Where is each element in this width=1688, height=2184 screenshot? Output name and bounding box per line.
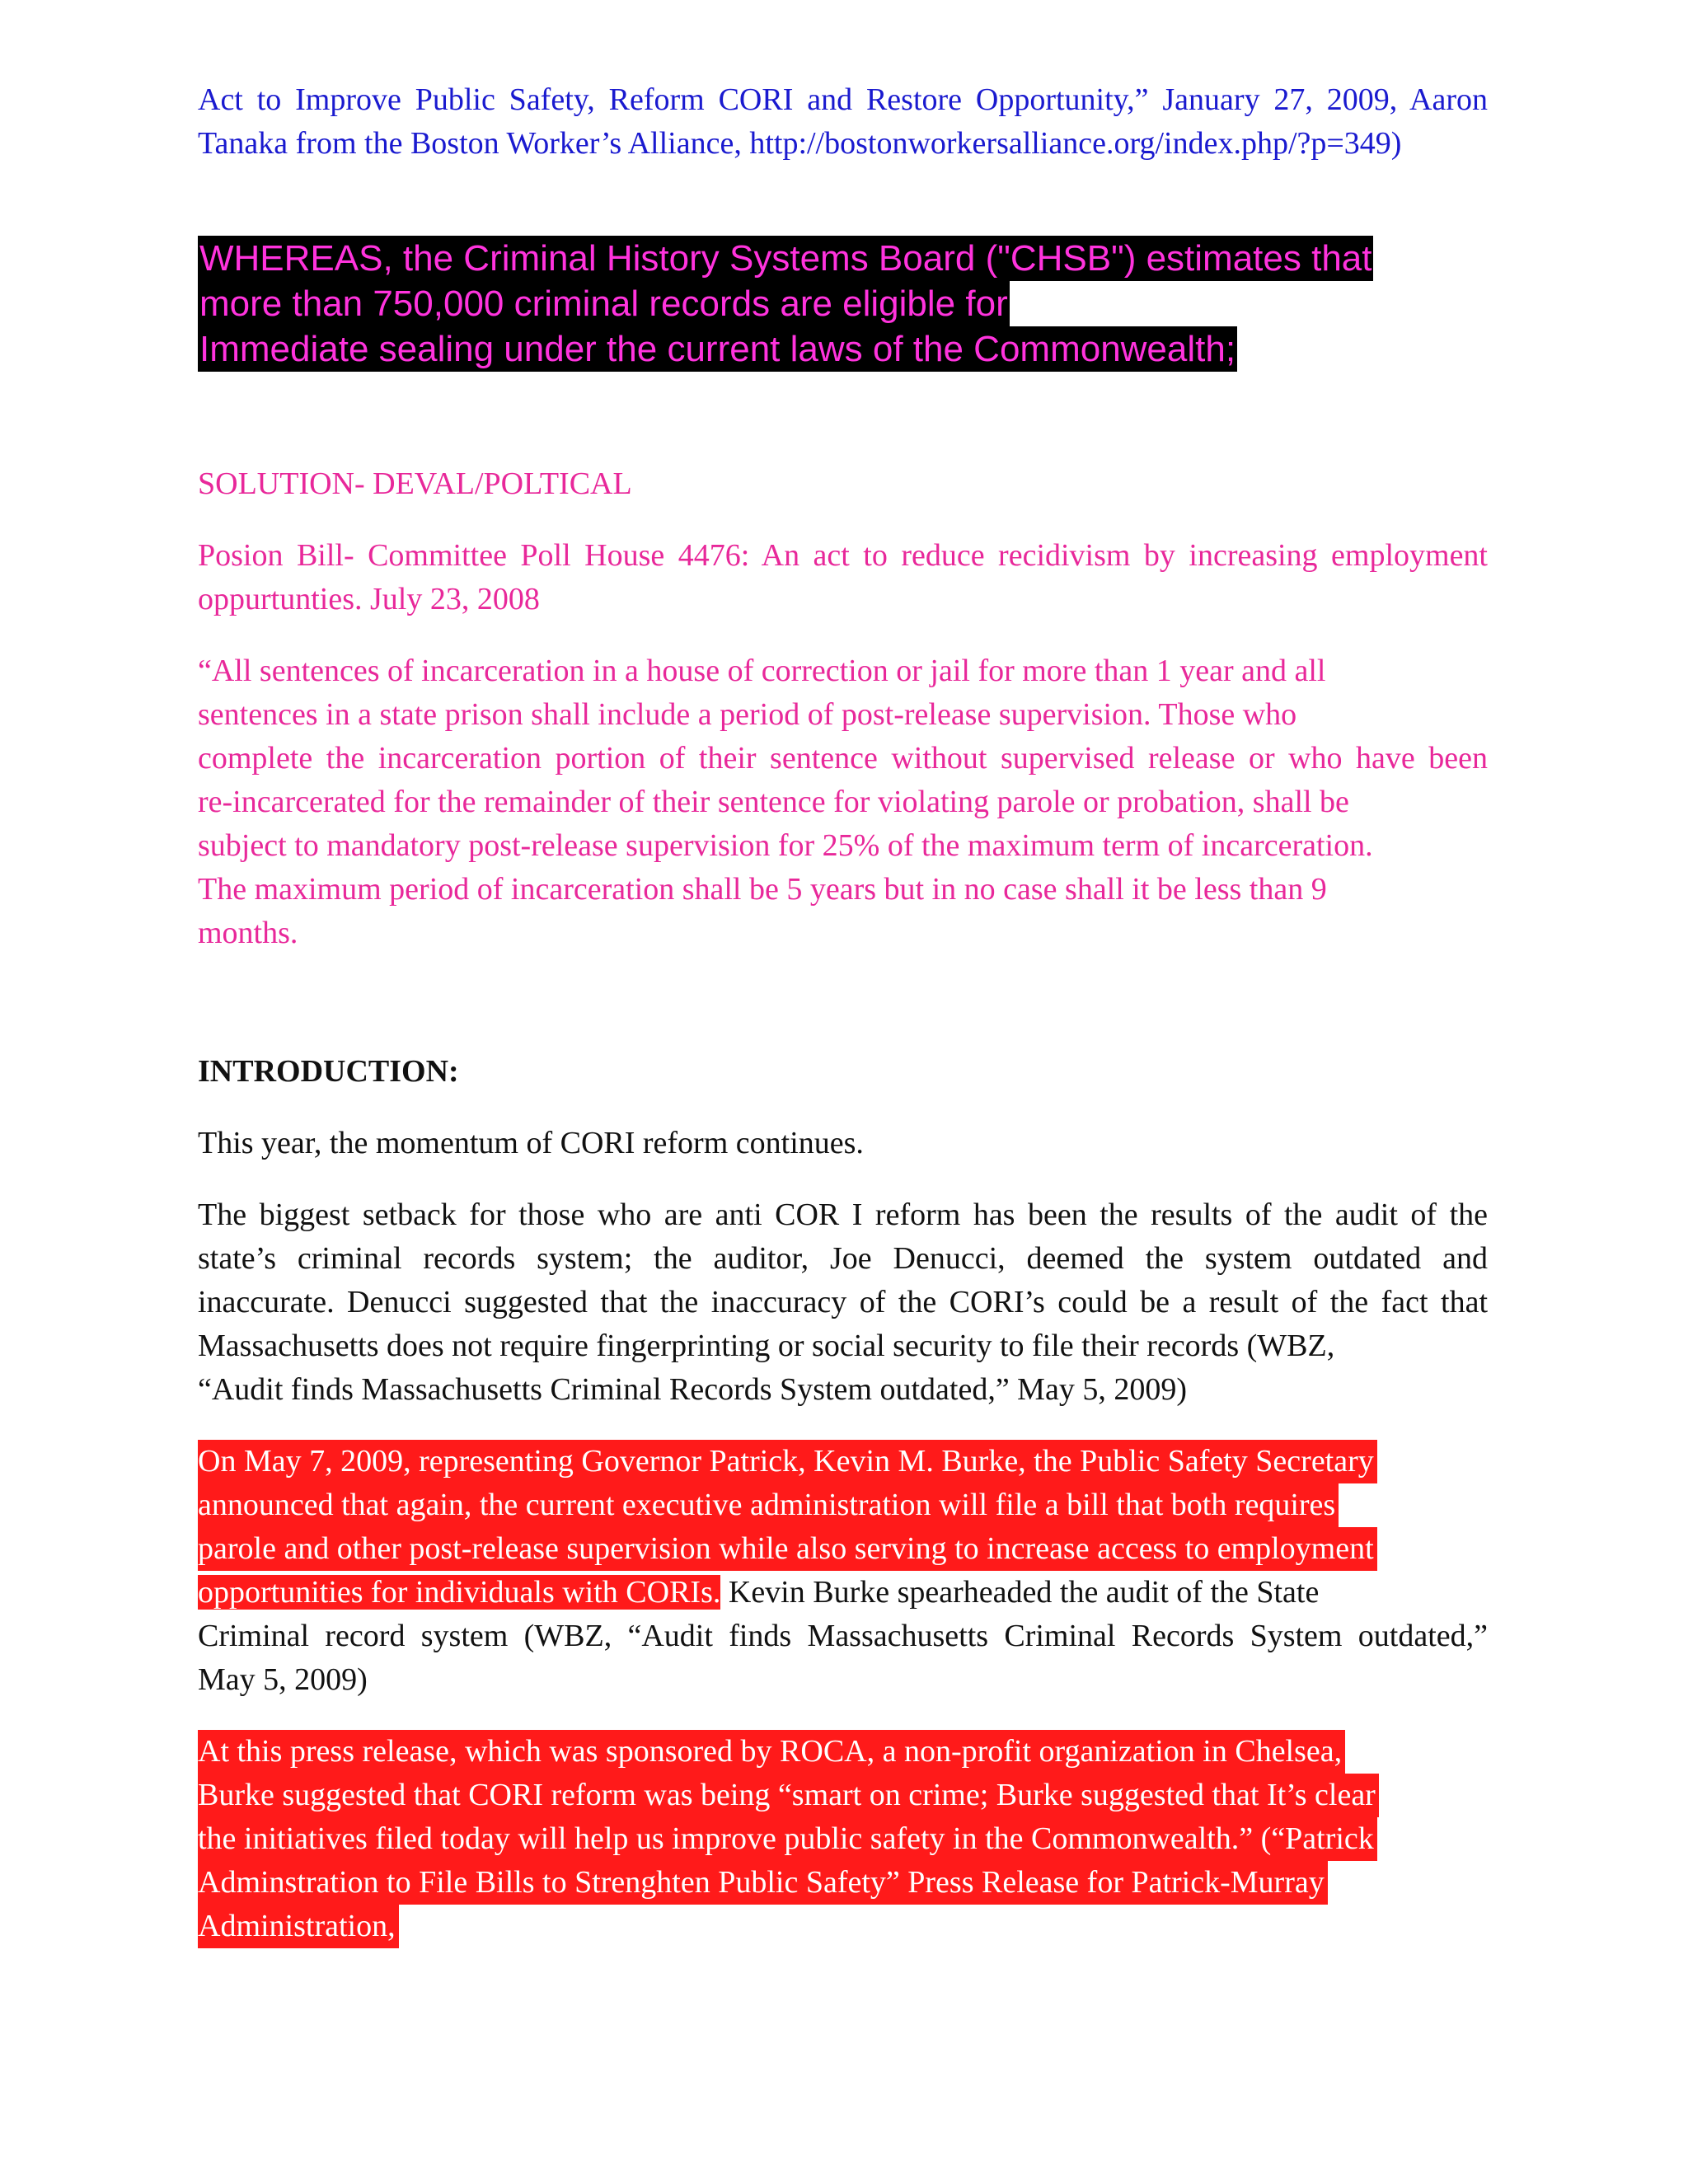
citation-line: Act to Improve Public Safety, Reform CORI and Restore Opportunity,” January 27, 2009, Aaron [198,82,1488,117]
quote-line: subject to mandatory post-release supervision for 25% of the maximum term of incarceration. [198,828,1373,863]
document-page [198,78,1488,1948]
quote-line: sentences in a state prison shall include a period of post-release supervision. Those who [198,697,1297,732]
solution-heading: SOLUTION- DEVAL/POLTICAL [198,466,632,501]
citation-line: Tanaka from the Boston Worker’s Alliance, http://bostonworkersalliance.org/index.php/?p=349) [198,126,1402,161]
citation-paragraph [198,78,1488,166]
whereas-line: WHEREAS, the Criminal History Systems Board ("CHSB") estimates that [198,236,1373,281]
audit-line: inaccurate. Denucci suggested that the inaccuracy of the CORI’s could be a result of the fact that [198,1285,1488,1319]
may7-highlighted-line: On May 7, 2009, representing Governor Patrick, Kevin M. Burke, the Public Safety Secretary [198,1440,1377,1483]
whereas-highlight-block [198,236,1488,372]
whereas-line: Immediate sealing under the current laws of the Commonwealth; [198,326,1237,372]
press-highlighted-line: At this press release, which was sponsored by ROCA, a non-profit organization in Chelsea, [198,1730,1345,1774]
quote-line: months. [198,916,298,950]
may7-highlighted-line: parole and other post-release supervision while also serving to increase access to employment [198,1527,1377,1571]
press-release-paragraph [198,1730,1488,1948]
audit-line: state’s criminal records system; the auditor, Joe Denucci, deemed the system outdated and [198,1241,1488,1276]
poison-bill-line: oppurtunties. July 23, 2008 [198,582,540,616]
audit-line: The biggest setback for those who are anti COR I reform has been the results of the audit of the [198,1197,1488,1232]
may7-paragraph [198,1440,1488,1702]
press-highlighted-line: the initiatives filed today will help us improve public safety in the Commonwealth.” (“Patrick [198,1817,1377,1861]
press-highlighted-line: Burke suggested that CORI reform was being “smart on crime; Burke suggested that It’s clear [198,1774,1379,1817]
may7-line: May 5, 2009) [198,1662,368,1697]
whereas-line: more than 750,000 criminal records are eligible for [198,281,1010,326]
quote-paragraph [198,649,1488,955]
quote-line: re-incarcerated for the remainder of their sentence for violating parole or probation, shall be [198,785,1349,819]
quote-line: complete the incarceration portion of their sentence without supervised release or who have been [198,741,1488,776]
audit-paragraph [198,1193,1488,1412]
may7-highlighted-fragment: opportunities for individuals with CORIs. [198,1575,721,1610]
may7-mixed-line [198,1571,1488,1615]
may7-plain-fragment: Kevin Burke spearheaded the audit of the State [720,1575,1320,1610]
may7-line: Criminal record system (WBZ, “Audit finds Massachusetts Criminal Records System outdated,” [198,1619,1488,1653]
press-highlighted-line: Administration, [198,1905,399,1948]
quote-line: “All sentences of incarceration in a house of correction or jail for more than 1 year and all [198,654,1326,688]
intro-sentence: This year, the momentum of CORI reform continues. [198,1126,864,1160]
quote-line: The maximum period of incarceration shall be 5 years but in no case shall it be less than 9 [198,872,1327,907]
poison-bill-line: Posion Bill- Committee Poll House 4476: An act to reduce recidivism by increasing employment [198,538,1488,573]
audit-line: Massachusetts does not require fingerprinting or social security to file their records (WBZ, [198,1329,1335,1363]
press-highlighted-line: Adminstration to File Bills to Strenghten Public Safety” Press Release for Patrick-Murray [198,1861,1328,1905]
introduction-heading: INTRODUCTION: [198,1054,459,1089]
poison-bill-paragraph [198,534,1488,621]
may7-highlighted-line: announced that again, the current executive administration will file a bill that both requires [198,1483,1339,1527]
audit-line: “Audit finds Massachusetts Criminal Records System outdated,” May 5, 2009) [198,1372,1187,1407]
